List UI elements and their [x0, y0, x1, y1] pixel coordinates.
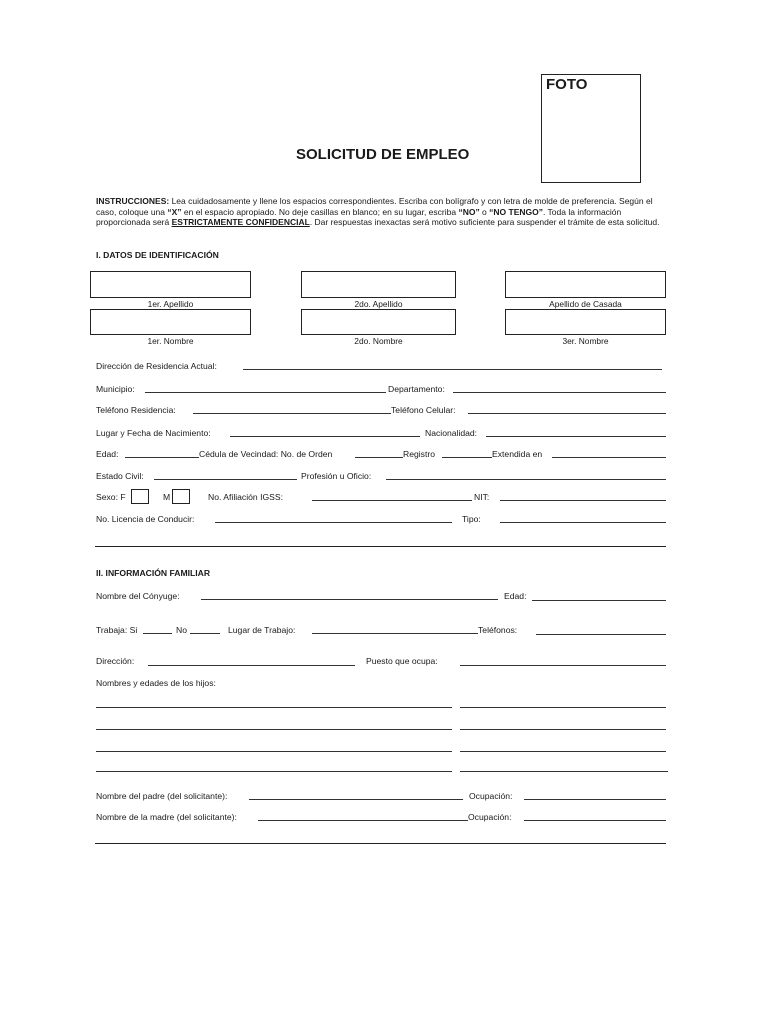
- conyuge-label: Nombre del Cónyuge:: [96, 591, 180, 601]
- conyuge-direccion-label: Dirección:: [96, 656, 135, 666]
- licencia-label: No. Licencia de Conducir:: [96, 514, 195, 524]
- telefonos-field[interactable]: [536, 634, 666, 635]
- tipo-field[interactable]: [500, 522, 666, 523]
- departamento-field[interactable]: [453, 392, 666, 393]
- hijo-edad-line[interactable]: [460, 771, 668, 772]
- registro-field[interactable]: [442, 457, 492, 458]
- hijos-label: Nombres y edades de los hijos:: [96, 678, 216, 688]
- estado-civil-field[interactable]: [154, 479, 297, 480]
- hijo-edad-line[interactable]: [460, 751, 666, 752]
- profesion-field[interactable]: [386, 479, 666, 480]
- lugar-fecha-nacimiento-label: Lugar y Fecha de Nacimiento:: [96, 428, 211, 438]
- section-divider: [95, 546, 666, 547]
- padre-field[interactable]: [249, 799, 463, 800]
- section-heading-identificacion: I. DATOS DE IDENTIFICACIÓN: [96, 250, 219, 260]
- extendida-field[interactable]: [552, 457, 666, 458]
- direccion-label: Dirección de Residencia Actual:: [96, 361, 217, 371]
- nombre2-label: 2do. Nombre: [354, 336, 403, 346]
- estado-civil-label: Estado Civil:: [96, 471, 144, 481]
- licencia-field[interactable]: [215, 522, 452, 523]
- telefonos-label: Teléfonos:: [478, 625, 518, 635]
- conyuge-field[interactable]: [201, 599, 498, 600]
- sexo-m-label: M: [163, 492, 171, 502]
- registro-label: Registro: [403, 449, 435, 459]
- padre-ocupacion-label: Ocupación:: [469, 791, 513, 801]
- afiliacion-igss-field[interactable]: [312, 500, 472, 501]
- nombre2-input[interactable]: [301, 309, 456, 335]
- puesto-field[interactable]: [460, 665, 666, 666]
- apellido1-label: 1er. Apellido: [147, 299, 194, 309]
- profesion-label: Profesión u Oficio:: [301, 471, 372, 481]
- instructions-no-mark: “NO”: [458, 206, 480, 217]
- instructions-confidential: ESTRICTAMENTE CONFIDENCIAL: [171, 217, 310, 228]
- lugar-fecha-nacimiento-field[interactable]: [230, 436, 420, 437]
- nit-label: NIT:: [474, 492, 490, 502]
- form-title: SOLICITUD DE EMPLEO: [296, 146, 470, 163]
- instructions-text: o: [479, 206, 490, 217]
- telefono-celular-label: Teléfono Celular:: [391, 405, 456, 415]
- section-heading-familiar: II. INFORMACIÓN FAMILIAR: [96, 568, 211, 578]
- municipio-label: Municipio:: [96, 384, 135, 394]
- telefono-residencia-field[interactable]: [193, 413, 391, 414]
- nacionalidad-label: Nacionalidad:: [425, 428, 478, 438]
- conyuge-direccion-field[interactable]: [148, 665, 355, 666]
- municipio-field[interactable]: [145, 392, 386, 393]
- nacionalidad-field[interactable]: [486, 436, 666, 437]
- telefono-celular-field[interactable]: [468, 413, 666, 414]
- instructions-heading: INSTRUCCIONES:: [96, 196, 170, 206]
- nombre3-input[interactable]: [505, 309, 666, 335]
- apellido-casada-input[interactable]: [505, 271, 666, 298]
- instructions-text: . Dar respuestas inexactas será motivo suficiente para suspender el trámite de esta solicitud.: [309, 217, 660, 228]
- hijo-nombre-line[interactable]: [96, 729, 452, 730]
- cedula-orden-field[interactable]: [355, 457, 403, 458]
- instructions-paragraph: [96, 196, 670, 228]
- lugar-trabajo-label: Lugar de Trabajo:: [228, 625, 296, 635]
- apellido1-input[interactable]: [90, 271, 251, 298]
- lugar-trabajo-field[interactable]: [312, 633, 478, 634]
- direccion-field[interactable]: [243, 369, 662, 370]
- edad-label: Edad:: [96, 449, 119, 459]
- telefono-residencia-label: Teléfono Residencia:: [96, 405, 176, 415]
- hijo-nombre-line[interactable]: [96, 771, 452, 772]
- trabaja-no-label: No: [176, 625, 187, 635]
- instructions-x-mark: “X”: [167, 206, 182, 217]
- puesto-label: Puesto que ocupa:: [366, 656, 438, 666]
- madre-field[interactable]: [258, 820, 468, 821]
- nombre1-label: 1er. Nombre: [147, 336, 194, 346]
- nombre1-input[interactable]: [90, 309, 251, 335]
- departamento-label: Departamento:: [388, 384, 445, 394]
- section-divider: [95, 843, 666, 844]
- cedula-label: Cédula de Vecindad: No. de Orden: [199, 449, 333, 459]
- trabaja-si-label: Trabaja: Si: [96, 625, 138, 635]
- sexo-f-checkbox[interactable]: [131, 489, 149, 504]
- extendida-label: Extendida en: [492, 449, 543, 459]
- hijo-nombre-line[interactable]: [96, 707, 452, 708]
- apellido2-label: 2do. Apellido: [354, 299, 403, 309]
- afiliacion-igss-label: No. Afiliación IGSS:: [208, 492, 283, 502]
- padre-label: Nombre del padre (del solicitante):: [96, 791, 228, 801]
- trabaja-no-field[interactable]: [190, 633, 220, 634]
- nombre3-label: 3er. Nombre: [562, 336, 609, 346]
- instructions-text: en el espacio apropiado. No deje casillas en blanco; en su lugar, escriba: [181, 206, 459, 217]
- padre-ocupacion-field[interactable]: [524, 799, 666, 800]
- instructions-text: . Toda la información proporcionada será: [96, 206, 622, 228]
- sexo-m-checkbox[interactable]: [172, 489, 190, 504]
- hijo-edad-line[interactable]: [460, 729, 666, 730]
- tipo-label: Tipo:: [462, 514, 481, 524]
- edad-field[interactable]: [125, 457, 199, 458]
- apellido2-input[interactable]: [301, 271, 456, 298]
- conyuge-edad-field[interactable]: [532, 600, 666, 601]
- instructions-text: Lea cuidadosamente y llene los espacios correspondientes. Escriba con bolígrafo y con letra de molde de preferencia. Según el caso, coloque una: [96, 196, 653, 217]
- nit-field[interactable]: [500, 500, 666, 501]
- hijo-edad-line[interactable]: [460, 707, 666, 708]
- trabaja-si-field[interactable]: [143, 633, 172, 634]
- instructions-no-tengo-mark: “NO TENGO”: [489, 206, 543, 217]
- madre-label: Nombre de la madre (del solicitante):: [96, 812, 237, 822]
- hijo-nombre-line[interactable]: [96, 751, 452, 752]
- photo-label: FOTO: [546, 76, 588, 93]
- apellido-casada-label: Apellido de Casada: [549, 299, 622, 309]
- conyuge-edad-label: Edad:: [504, 591, 527, 601]
- madre-ocupacion-label: Ocupación:: [468, 812, 512, 822]
- sexo-label: Sexo: F: [96, 492, 126, 502]
- madre-ocupacion-field[interactable]: [524, 820, 666, 821]
